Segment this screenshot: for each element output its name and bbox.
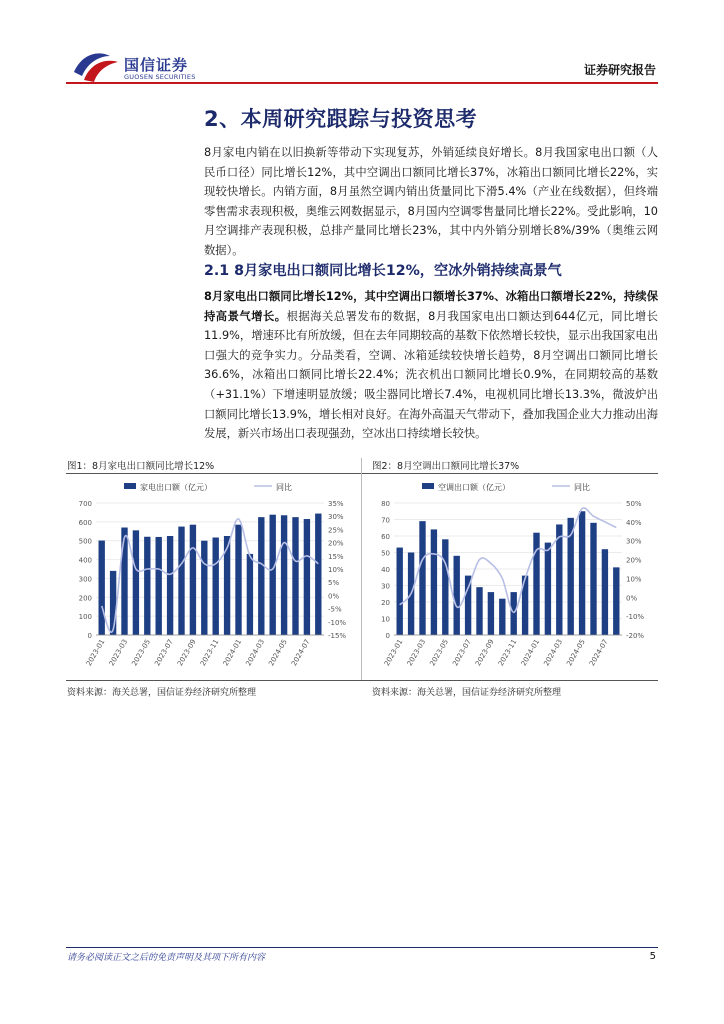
footer-disclaimer: 请务必阅读正文之后的免责声明及其项下所有内容: [67, 953, 266, 963]
bar: [511, 592, 517, 635]
y-right-tick-label: -10%: [626, 613, 645, 622]
bar: [292, 517, 298, 635]
x-tick-label: 2023-09: [176, 638, 198, 668]
x-tick-label: 2024-07: [588, 638, 610, 668]
y-right-tick-label: 10%: [626, 575, 642, 584]
y-right-tick-label: -15%: [328, 632, 347, 640]
figure-2-source: 资料来源：海关总署，国信证券经济研究所整理: [372, 688, 562, 698]
x-tick-label: 2024-01: [221, 638, 244, 668]
bar: [431, 529, 437, 635]
y-left-tick-label: 30: [381, 582, 390, 591]
bar: [178, 527, 184, 635]
bar: [99, 541, 105, 635]
figure-1-title: 图1：8月家电出口额同比增长12%: [67, 461, 215, 472]
bar: [133, 530, 139, 635]
y-left-tick-label: 50: [381, 549, 390, 558]
figure-1-source: 资料来源：海关总署，国信证券经济研究所整理: [67, 688, 257, 698]
y-right-tick-label: 0%: [626, 594, 638, 603]
y-right-tick-label: 20%: [328, 539, 344, 548]
footer-divider: [66, 947, 658, 948]
legend-bar-swatch: [124, 483, 136, 489]
y-left-tick-label: 40: [381, 566, 390, 574]
y-right-tick-label: 10%: [328, 566, 344, 574]
y-left-tick-label: 10: [381, 615, 390, 624]
legend-bar-label: 空调出口额（亿元）: [438, 483, 510, 492]
bar: [270, 515, 276, 635]
y-left-tick-label: 600: [78, 518, 92, 527]
bar: [499, 599, 505, 635]
y-right-tick-label: -5%: [328, 605, 342, 614]
x-tick-label: 2023-01: [84, 638, 107, 668]
chart-1: [66, 475, 360, 679]
y-right-tick-label: 20%: [626, 556, 642, 565]
section-title: 2、本周研究跟踪与投资思考: [204, 107, 478, 131]
legend-line-label: 同比: [276, 483, 292, 492]
x-tick-label: 2024-05: [267, 638, 289, 668]
y-left-tick-label: 200: [78, 594, 92, 603]
bar: [213, 538, 219, 635]
bar: [579, 511, 585, 635]
figure-divider: [361, 458, 362, 680]
bar: [281, 515, 287, 635]
x-tick-label: 2023-03: [405, 638, 428, 668]
y-left-tick-label: 0: [385, 632, 390, 640]
x-tick-label: 2023-11: [198, 638, 221, 668]
y-left-tick-label: 60: [381, 533, 390, 541]
x-tick-label: 2024-01: [519, 638, 542, 668]
y-right-tick-label: 30%: [328, 513, 344, 522]
bar: [110, 571, 116, 635]
bar: [121, 528, 127, 635]
y-right-tick-label: 40%: [626, 518, 642, 527]
figure-2-title: 图2：8月空调出口额同比增长37%: [372, 461, 520, 472]
y-left-tick-label: 700: [78, 500, 92, 508]
y-left-tick-label: 20: [381, 599, 390, 607]
bar: [556, 524, 562, 635]
intro-paragraph: 8月家电内销在以旧换新等带动下实现复苏，外销延续良好增长。8月我国家电出口额（人民币口径）同比增长12%，其中空调出口额同比增长37%，冰箱出口额同比增长22%，实现较快增长。内销方面，8月虽然空调内销出货量同比下滑5.4%（产业在线数据），但终端零售需求表现积极，奥维云网数据显示，8月国内空调零售量同比增长22%。受此影响，10月空调排产表现积极，总排产量同比增长23%，其中内外销分别增长8%/39%（奥维云网数据）。: [204, 146, 658, 257]
bar: [488, 592, 494, 635]
x-tick-label: 2023-07: [153, 638, 175, 668]
page-number: 5: [649, 951, 656, 962]
legend-line-label: 同比: [574, 483, 590, 492]
header-divider: [66, 82, 658, 84]
logo-text: 国信证券: [124, 56, 189, 74]
body-text: 根据海关总署发布的数据，8月我国家电出口额达到644亿元，同比增长11.9%，增速环比有所放缓，但在去年同期较高的基数下依然增长较快，显示出我国家电出口强大的竞争实力。分品类看，空调、冰箱延续较快增长趋势，8月空调出口额同比增长36.6%，冰箱出口额同比增长22.4%；洗衣机出口额同比增长0.9%，在同期较高的基数（+31.1%）下增速明显放缓；吸尘器同比增长7.4%，电视机同比增长13.3%，微波炉出口额同比增长13.9%，增长相对良好。在海外高温天气带动下，叠加我国企业大力推动出海发展，新兴市场出口表现强劲，空冰出口持续增长较快。: [204, 309, 658, 441]
y-left-tick-label: 100: [78, 613, 92, 622]
bar: [419, 521, 425, 635]
y-right-tick-label: 25%: [328, 526, 344, 535]
subsection-title: 2.1 8月家电出口额同比增长12%，空冰外销持续高景气: [204, 263, 562, 279]
bar: [235, 525, 241, 635]
y-right-tick-label: -10%: [328, 618, 347, 627]
bar: [201, 541, 207, 635]
y-left-tick-label: 70: [381, 516, 390, 525]
guosen-logo-mark-icon: [72, 50, 120, 86]
y-left-tick-label: 500: [78, 537, 92, 546]
bar: [613, 567, 619, 635]
x-tick-label: 2023-03: [107, 638, 130, 668]
x-tick-label: 2024-03: [542, 638, 565, 668]
bar: [144, 537, 150, 635]
x-tick-label: 2024-07: [290, 638, 312, 668]
x-tick-label: 2023-01: [382, 638, 405, 668]
company-logo: [72, 50, 204, 86]
logo-subtext: GUOSEN SECURITIES: [124, 73, 196, 81]
y-right-tick-label: 30%: [626, 537, 642, 546]
x-tick-label: 2023-09: [474, 638, 496, 668]
bar: [156, 537, 162, 635]
legend-bar-swatch: [422, 483, 434, 489]
x-tick-label: 2023-05: [130, 638, 153, 668]
y-right-tick-label: 0%: [328, 592, 340, 601]
y-left-tick-label: 300: [78, 575, 92, 584]
x-tick-label: 2023-07: [451, 638, 473, 668]
legend-bar-label: 家电出口额（亿元）: [140, 483, 212, 492]
bar: [397, 548, 403, 635]
bar: [258, 517, 264, 635]
x-tick-label: 2024-05: [565, 638, 587, 668]
body-paragraph: [204, 287, 658, 444]
bar: [590, 523, 596, 635]
bar: [545, 543, 551, 635]
x-tick-label: 2023-05: [428, 638, 451, 668]
bar: [167, 536, 173, 635]
bar: [442, 539, 448, 635]
figure-top-rule: [66, 473, 658, 474]
y-right-tick-label: -20%: [626, 632, 645, 640]
y-left-tick-label: 0: [87, 632, 92, 640]
y-right-tick-label: 15%: [328, 552, 344, 561]
bar: [476, 587, 482, 635]
y-right-tick-label: 35%: [328, 500, 344, 508]
bar: [247, 554, 253, 635]
bar: [602, 549, 608, 635]
x-tick-label: 2024-03: [244, 638, 267, 668]
bar: [315, 514, 321, 635]
chart-2: [364, 475, 658, 679]
bar: [454, 556, 460, 635]
lead-sentence: 8月家电出口额同比增长12%，其中空调出口额增长37%、冰箱出口额增长22%，持续保持高景气增长。: [204, 290, 658, 323]
y-left-tick-label: 80: [381, 500, 390, 508]
y-right-tick-label: 5%: [328, 579, 340, 588]
x-tick-label: 2023-11: [496, 638, 519, 668]
bar: [304, 519, 310, 635]
report-type: 证券研究报告: [583, 63, 656, 77]
figure-bottom-rule: [66, 680, 658, 681]
y-right-tick-label: 50%: [626, 500, 642, 508]
bar: [190, 525, 196, 635]
y-left-tick-label: 400: [78, 556, 92, 565]
